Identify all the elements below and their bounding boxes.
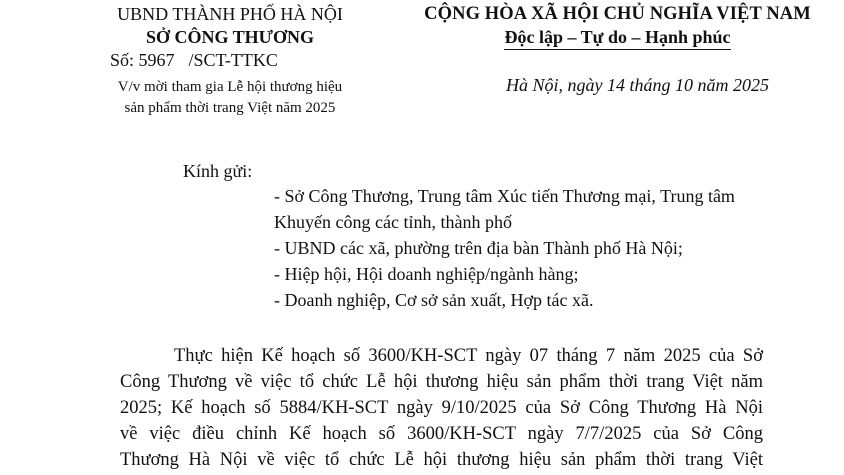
body-line: Thực hiện Kế hoạch số 3600/KH-SCT ngày 07 tháng 7 năm 2025 của Sở xyxy=(174,346,763,366)
body-line: Công Thương về việc tổ chức Lễ hội thương hiệu sản phẩm thời trang Việt năm xyxy=(120,372,763,392)
doc-number-suffix: /SCT-TTKC xyxy=(188,50,278,70)
body-line: về việc điều chỉnh Kế hoạch số 3600/KH-SCT ngày 7/7/2025 của Sở Công xyxy=(120,424,763,444)
body-line: Thương Hà Nội về việc tổ chức Lễ hội thương hiệu sản phẩm thời trang Việt xyxy=(120,450,763,470)
doc-number-prefix: Số: xyxy=(110,50,135,70)
body-paragraph xyxy=(120,343,763,473)
motto-text: Độc lập – Tự do – Hạnh phúc xyxy=(504,27,731,47)
recipient-item: Khuyến công các tỉnh, thành phố xyxy=(274,212,512,232)
department-name: SỞ CÔNG THƯƠNG xyxy=(145,27,315,47)
recipient-item: - Doanh nghiệp, Cơ sở sản xuất, Hợp tác xã. xyxy=(274,290,594,310)
doc-number-value: 5967 xyxy=(138,50,175,70)
addressee-label: Kính gửi: xyxy=(183,161,253,181)
recipient-item: - Hiệp hội, Hội doanh nghiệp/ngành hàng; xyxy=(274,264,579,284)
document-number xyxy=(110,50,278,70)
national-title: CỘNG HÒA XÃ HỘI CHỦ NGHĨA VIỆT NAM xyxy=(424,4,811,24)
subject-line-1: V/v mời tham gia Lễ hội thương hiệu xyxy=(117,79,343,95)
recipient-item: - UBND các xã, phường trên địa bàn Thành phố Hà Nội; xyxy=(274,238,683,258)
body-line: 2025; Kế hoạch số 5884/KH-SCT ngày 9/10/2025 của Sở Công Thương Hà Nội xyxy=(120,398,763,418)
subject-line-2: sản phẩm thời trang Việt năm 2025 xyxy=(124,100,336,116)
date-location: Hà Nội, ngày 14 tháng 10 năm 2025 xyxy=(506,75,769,95)
authority-name: UBND THÀNH PHỐ HÀ NỘI xyxy=(117,4,343,24)
recipient-item: - Sở Công Thương, Trung tâm Xúc tiến Thương mại, Trung tâm xyxy=(274,186,735,206)
national-motto xyxy=(395,27,840,47)
